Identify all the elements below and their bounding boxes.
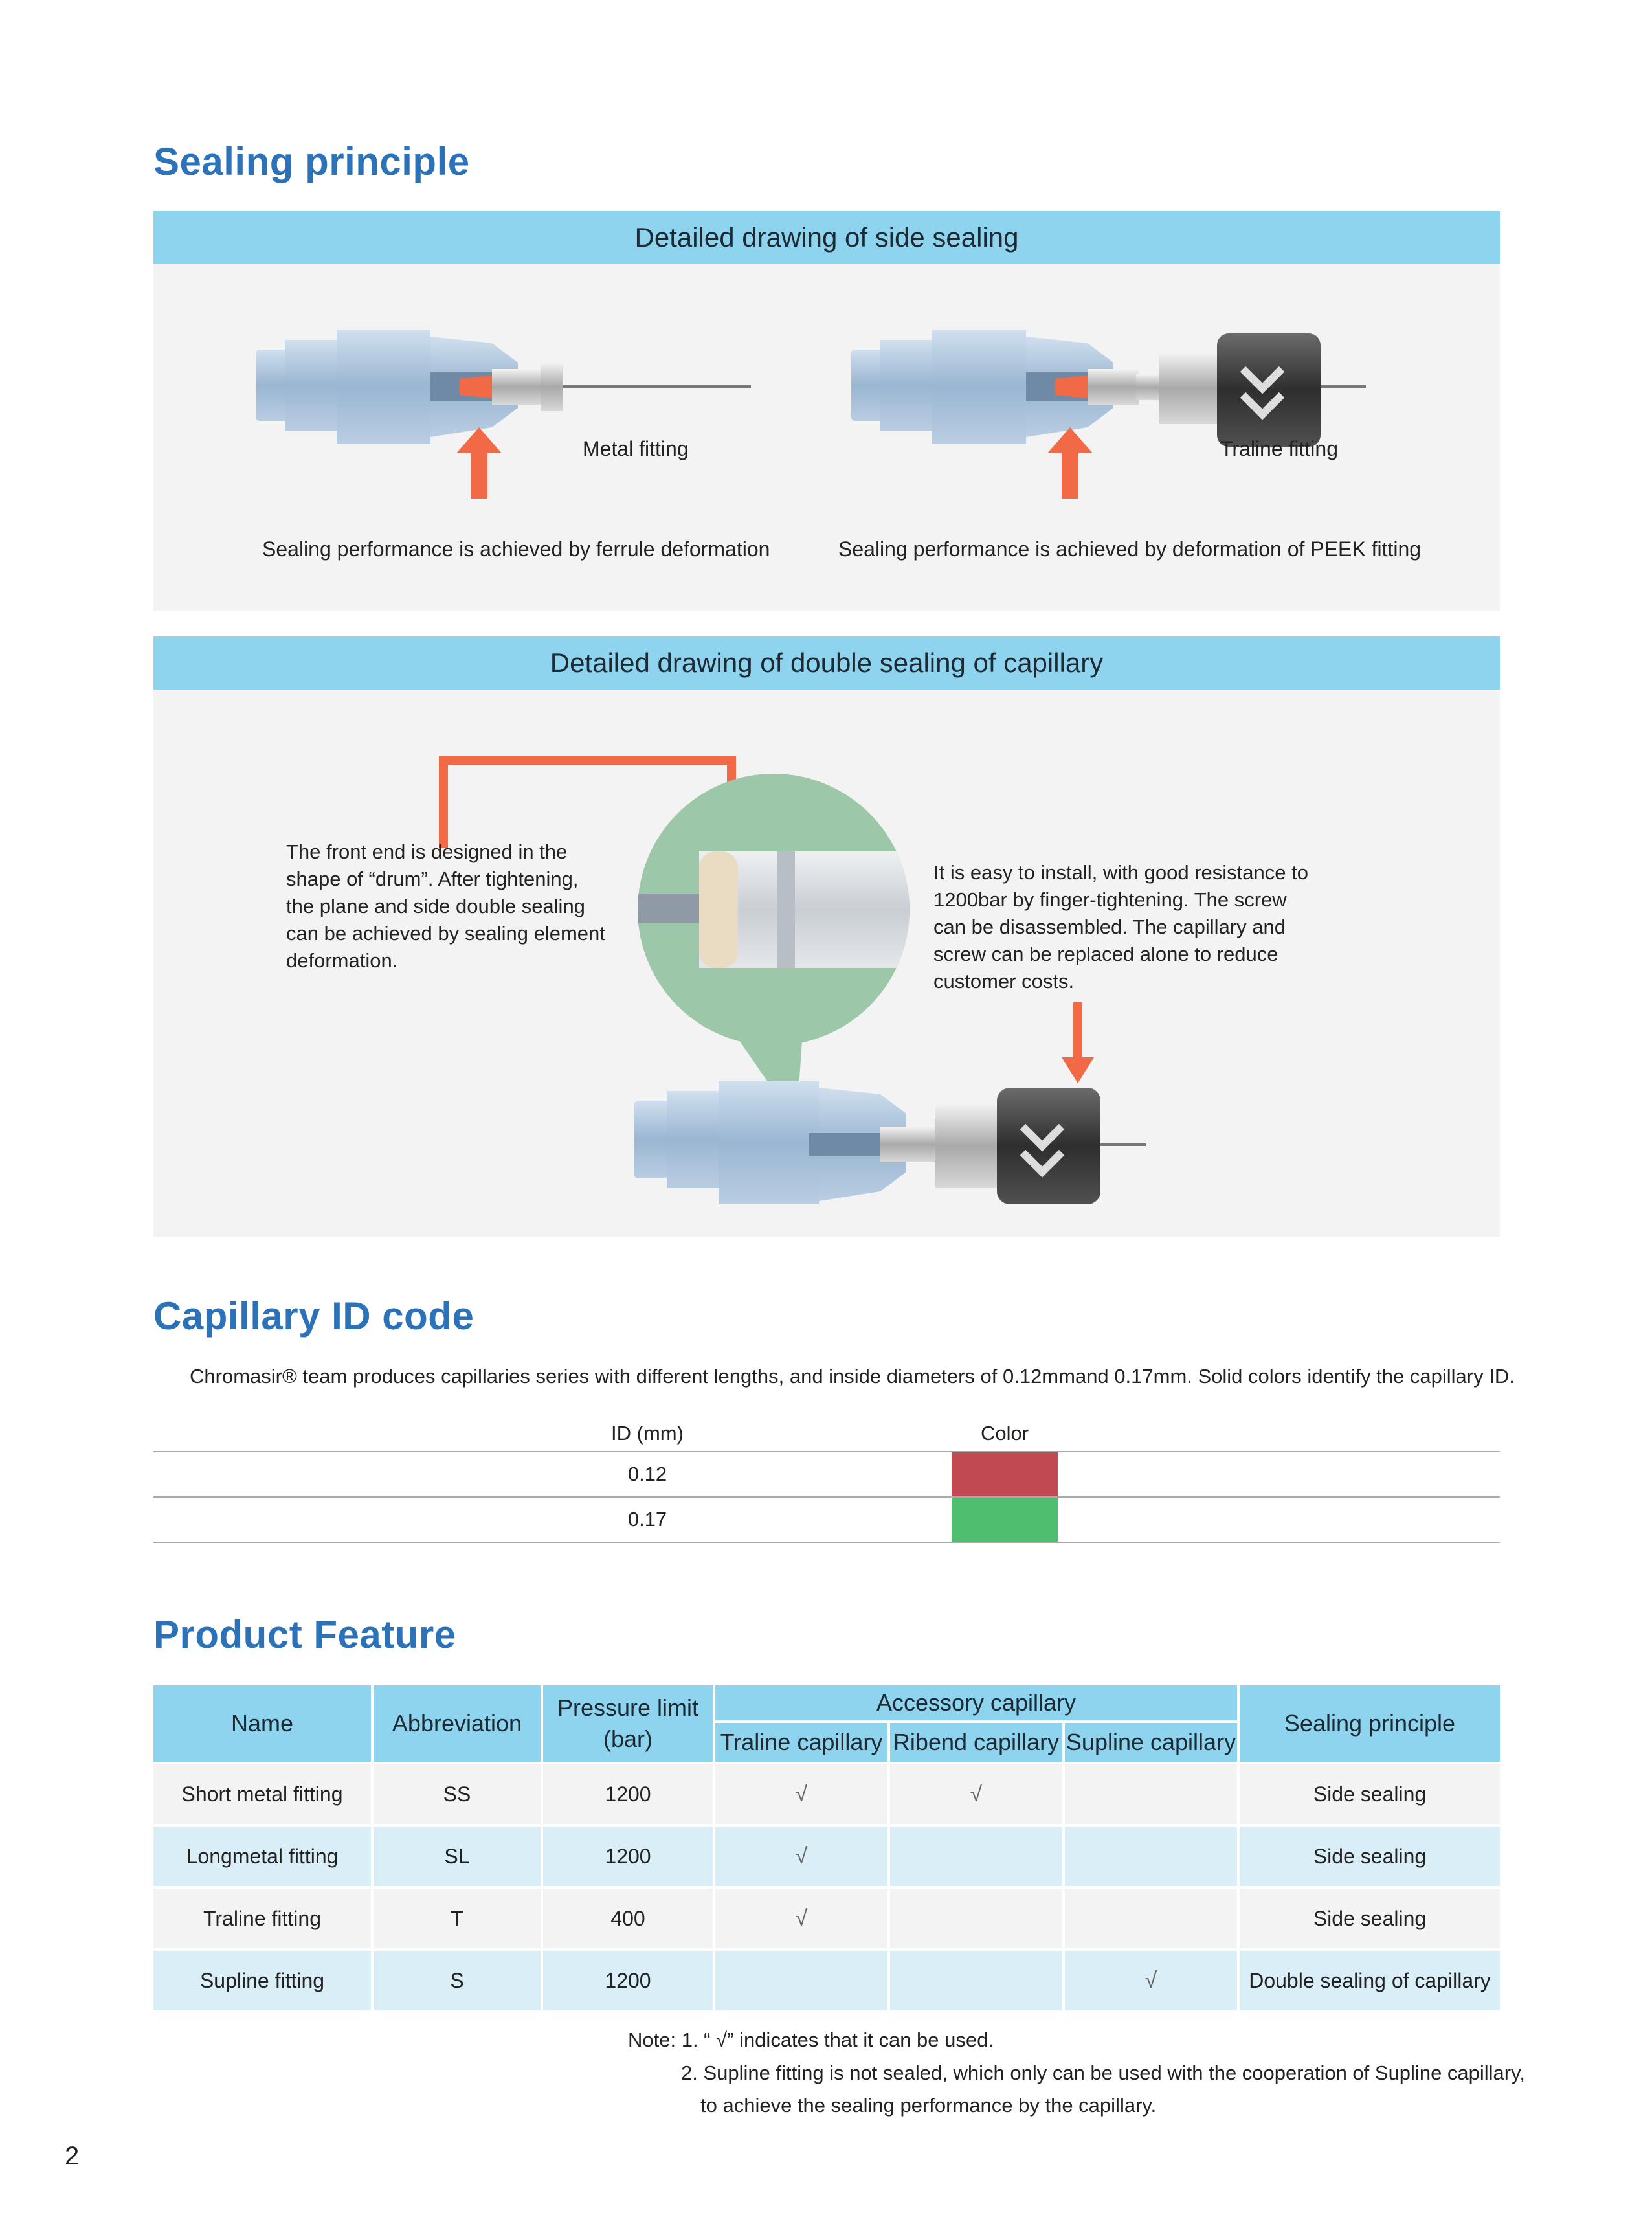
drum-description bbox=[286, 838, 605, 974]
cell-supline-check: √ bbox=[1065, 1951, 1237, 2010]
cell-supline-check bbox=[1065, 1827, 1237, 1886]
drum-description-line: the plane and side double sealing bbox=[286, 895, 585, 917]
cell-pressure: 1200 bbox=[543, 1951, 713, 2010]
header-supline-capillary: Supline capillary bbox=[1065, 1723, 1237, 1762]
header-sealing-principle: Sealing principle bbox=[1240, 1685, 1500, 1762]
cell-sealing: Side sealing bbox=[1240, 1827, 1500, 1886]
id-value: 0.12 bbox=[627, 1463, 667, 1485]
install-description-line: can be disassembled. The capillary and bbox=[933, 916, 1286, 938]
header-name: Name bbox=[153, 1685, 371, 1762]
cell-abbreviation: S bbox=[374, 1951, 541, 2010]
cell-traline-check: √ bbox=[715, 1764, 887, 1824]
install-description-line: It is easy to install, with good resistance to bbox=[933, 861, 1308, 884]
drum-description-line: shape of “drum”. After tightening, bbox=[286, 868, 579, 890]
header-pressure-unit: (bar) bbox=[603, 1726, 653, 1752]
cell-ribend-check bbox=[890, 1889, 1062, 1948]
cell-name: Longmetal fitting bbox=[153, 1827, 371, 1886]
page-number: 2 bbox=[65, 2142, 80, 2170]
install-description-line: screw can be replaced alone to reduce bbox=[933, 943, 1278, 965]
cell-name: Short metal fitting bbox=[153, 1764, 371, 1824]
capillary-description: Chromasir® team produces capillaries series with different lengths, and inside diameters of 0.12mmand 0.17mm. Solid colors identify the capillary ID. bbox=[190, 1365, 1515, 1388]
cell-sealing: Double sealing of capillary bbox=[1240, 1951, 1500, 2010]
cell-ribend-check: √ bbox=[890, 1764, 1062, 1824]
capillary-id-title: Capillary ID code bbox=[153, 1294, 474, 1338]
cell-ribend-check bbox=[890, 1951, 1062, 2010]
cell-abbreviation: SS bbox=[374, 1764, 541, 1824]
cell-abbreviation: T bbox=[374, 1889, 541, 1948]
header-pressure bbox=[543, 1685, 713, 1762]
double-sealing-header: Detailed drawing of double sealing of capillary bbox=[153, 636, 1500, 690]
cell-ribend-check bbox=[890, 1827, 1062, 1886]
cell-pressure: 1200 bbox=[543, 1827, 713, 1886]
cell-supline-check bbox=[1065, 1764, 1237, 1824]
traline-fitting-arrow-icon bbox=[1047, 427, 1093, 499]
header-abbreviation: Abbreviation bbox=[374, 1685, 541, 1762]
color-swatch bbox=[952, 1498, 1058, 1542]
cell-traline-check: √ bbox=[715, 1889, 887, 1948]
screw-pointer-arrow-icon bbox=[1062, 1002, 1094, 1083]
header-pressure-line: Pressure limit bbox=[557, 1694, 699, 1721]
install-description bbox=[933, 859, 1308, 995]
install-description-line: 1200bar by finger-tightening. The screw bbox=[933, 888, 1287, 911]
cell-name: Supline fitting bbox=[153, 1951, 371, 2010]
traline-fitting-label: Traline fitting bbox=[1220, 437, 1338, 460]
magnified-drum-detail bbox=[634, 774, 913, 1123]
cell-abbreviation: SL bbox=[374, 1827, 541, 1886]
header-traline-capillary: Traline capillary bbox=[715, 1723, 887, 1762]
color-swatch bbox=[952, 1452, 1058, 1496]
cell-pressure: 400 bbox=[543, 1889, 713, 1948]
id-value: 0.17 bbox=[627, 1508, 667, 1531]
cell-pressure: 1200 bbox=[543, 1764, 713, 1824]
cell-traline-check: √ bbox=[715, 1827, 887, 1886]
metal-fitting-label: Metal fitting bbox=[583, 437, 689, 460]
id-table-divider bbox=[153, 1542, 1500, 1543]
id-column-header: ID (mm) bbox=[611, 1422, 684, 1445]
id-table-divider bbox=[153, 1496, 1500, 1498]
id-table-divider bbox=[153, 1451, 1500, 1452]
drum-description-line: can be achieved by sealing element bbox=[286, 922, 605, 945]
cell-sealing: Side sealing bbox=[1240, 1889, 1500, 1948]
side-sealing-header: Detailed drawing of side sealing bbox=[153, 211, 1500, 264]
cell-sealing: Side sealing bbox=[1240, 1764, 1500, 1824]
header-accessory-capillary: Accessory capillary bbox=[715, 1685, 1237, 1720]
header-ribend-capillary: Ribend capillary bbox=[890, 1723, 1062, 1762]
supline-fitting-illustration bbox=[621, 1075, 1159, 1214]
metal-fitting-illustration bbox=[246, 317, 777, 512]
metal-fitting-arrow-icon bbox=[456, 427, 502, 499]
traline-fitting-caption: Sealing performance is achieved by deformation of PEEK fitting bbox=[838, 537, 1422, 561]
cell-name: Traline fitting bbox=[153, 1889, 371, 1948]
drum-description-line: The front end is designed in the bbox=[286, 840, 568, 863]
drum-description-line: deformation. bbox=[286, 949, 398, 972]
note-2: 2. Supline fitting is not sealed, which only can be used with the cooperation of Supline capillary, bbox=[681, 2062, 1525, 2084]
metal-fitting-caption: Sealing performance is achieved by ferrule deformation bbox=[262, 537, 770, 561]
note-3: to achieve the sealing performance by the capillary. bbox=[700, 2094, 1157, 2117]
install-description-line: customer costs. bbox=[933, 970, 1075, 993]
cell-traline-check bbox=[715, 1951, 887, 2010]
color-column-header: Color bbox=[980, 1422, 1029, 1445]
sealing-principle-title: Sealing principle bbox=[153, 140, 470, 183]
product-feature-title: Product Feature bbox=[153, 1613, 456, 1656]
cell-supline-check bbox=[1065, 1889, 1237, 1948]
note-1: Note: 1. “ √” indicates that it can be used. bbox=[628, 2029, 994, 2051]
traline-fitting-illustration bbox=[842, 317, 1385, 512]
